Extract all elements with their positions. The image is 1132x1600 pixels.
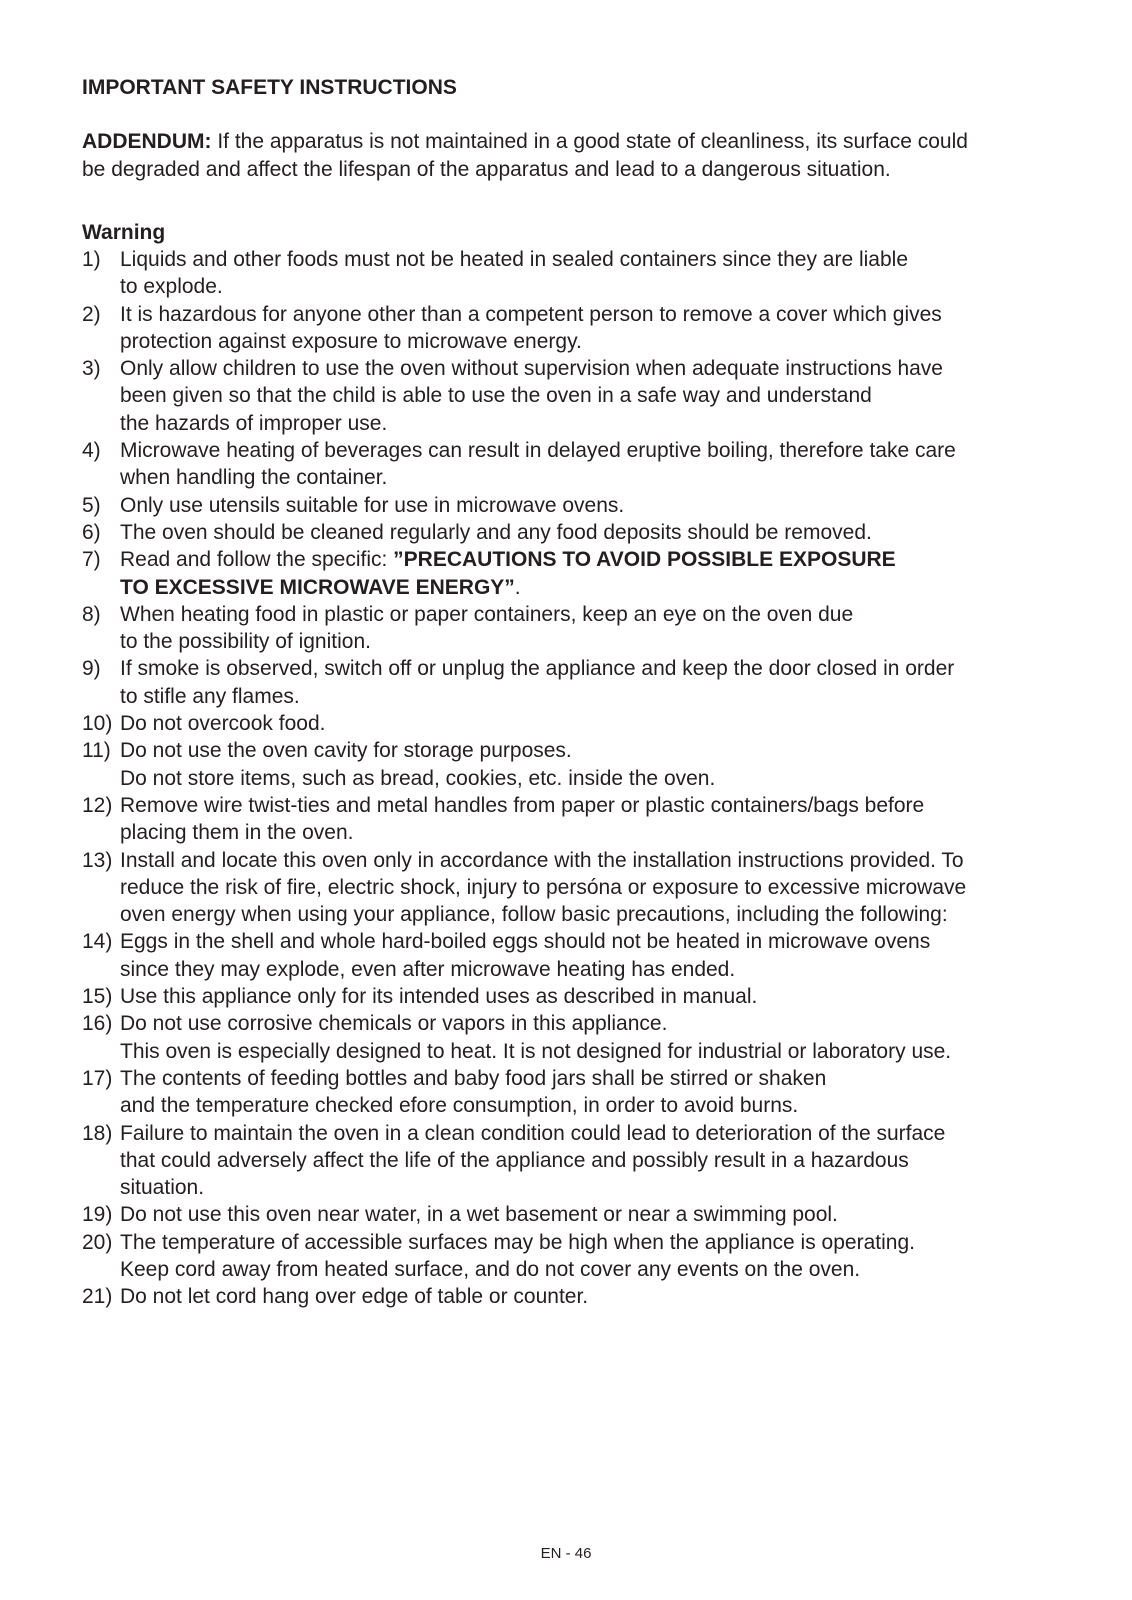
list-item-text: [120, 847, 1082, 929]
list-item: [82, 519, 1082, 546]
page-number: EN - 46: [540, 1545, 592, 1562]
list-item-line: Microwave heating of beverages can result in delayed eruptive boiling, therefore take care: [120, 439, 956, 463]
list-item-number: 16): [82, 1012, 113, 1036]
list-item-number: 5): [82, 493, 101, 517]
list-item-text: [120, 492, 1082, 519]
list-item-number: 7): [82, 548, 101, 572]
list-item: [82, 437, 1082, 492]
list-item-lead-text: Read and follow the specific:: [120, 548, 394, 572]
list-item-text: [120, 983, 1082, 1010]
list-item: [82, 355, 1082, 437]
list-item-text: [120, 1229, 1082, 1284]
addendum-paragraph: [82, 128, 1082, 183]
list-item-text: [120, 1201, 1082, 1228]
list-item-text: [120, 246, 1082, 301]
list-item-text: [120, 737, 1082, 792]
list-item-text: [120, 710, 1082, 737]
list-item-line: been given so that the child is able to use the oven in a safe way and understand: [120, 384, 872, 408]
list-item-line: Liquids and other foods must not be heated in sealed containers since they are liable: [120, 248, 909, 271]
list-item-text: [120, 1120, 1082, 1202]
list-item-text: [120, 928, 1082, 983]
list-item-number: 14): [82, 930, 113, 954]
list-item-line: Only use utensils suitable for use in microwave ovens.: [120, 493, 625, 517]
list-item-line: [120, 574, 1082, 601]
list-item-line: oven energy when using your appliance, follow basic precautions, including the following:: [120, 903, 948, 927]
list-item-line: It is hazardous for anyone other than a competent person to remove a cover which gives: [120, 302, 942, 326]
warning-list: [82, 246, 1082, 1311]
list-item-number: 9): [82, 657, 101, 681]
list-item-text: [120, 655, 1082, 710]
list-item-text: [120, 546, 1082, 601]
list-item: [82, 710, 1082, 737]
document-page: [82, 74, 1082, 1311]
list-item-line: the hazards of improper use.: [120, 411, 388, 435]
list-item-line: When heating food in plastic or paper containers, keep an eye on the oven due: [120, 602, 854, 626]
list-item-line: when handling the container.: [120, 466, 388, 490]
list-item-number: 8): [82, 602, 101, 626]
list-item: [82, 983, 1082, 1010]
list-item-text: [120, 601, 1082, 656]
list-item: [82, 301, 1082, 356]
addendum-label: ADDENDUM:: [82, 130, 212, 153]
list-item-line: Only allow children to use the oven without supervision when adequate instructions have: [120, 357, 943, 381]
list-item-line: Failure to maintain the oven in a clean condition could lead to deterioration of the surface: [120, 1121, 946, 1145]
addendum-text-2: be degraded and affect the lifespan of the apparatus and lead to a dangerous situation.: [82, 157, 891, 181]
list-item-line: and the temperature checked efore consumption, in order to avoid burns.: [120, 1094, 799, 1118]
list-item-line: situation.: [120, 1176, 205, 1200]
list-item-line: The temperature of accessible surfaces may be high when the appliance is operating.: [120, 1230, 915, 1254]
page-title: IMPORTANT SAFETY INSTRUCTIONS: [82, 76, 457, 99]
list-item-number: 17): [82, 1066, 113, 1090]
list-item-number: 4): [82, 439, 101, 463]
list-item-number: 1): [82, 248, 101, 271]
list-item: [82, 847, 1082, 929]
list-item-text: [120, 1065, 1082, 1120]
warning-heading: Warning: [82, 221, 166, 244]
list-item-line: Eggs in the shell and whole hard-boiled eggs should not be heated in microwave ovens: [120, 930, 931, 954]
list-item-number: 21): [82, 1285, 113, 1309]
list-item-line: Do not use corrosive chemicals or vapors in this appliance.: [120, 1012, 668, 1036]
list-item: [82, 1283, 1082, 1310]
list-item-line: that could adversely affect the life of the appliance and possibly result in a hazardous: [120, 1148, 909, 1172]
list-item-line: The oven should be cleaned regularly and any food deposits should be removed.: [120, 520, 872, 544]
list-item-text: [120, 1283, 1082, 1310]
addendum-text-1: If the apparatus is not maintained in a good state of cleanliness, its surface could: [211, 130, 968, 153]
list-item-line: Remove wire twist-ties and metal handles from paper or plastic containers/bags before: [120, 793, 925, 817]
list-item-line: Do not use the oven cavity for storage purposes.: [120, 739, 572, 763]
list-item-line: Keep cord away from heated surface, and do not cover any events on the oven.: [120, 1257, 861, 1281]
precautions-reference: ”PRECAUTIONS TO AVOID POSSIBLE EXPOSURE: [393, 548, 896, 572]
list-item-line: reduce the risk of fire, electric shock, injury to persóna or exposure to excessive microwave: [120, 875, 967, 899]
list-item-line: If smoke is observed, switch off or unplug the appliance and keep the door closed in order: [120, 657, 955, 681]
list-item-number: 10): [82, 712, 113, 736]
list-item-text: [120, 519, 1082, 546]
list-item-number: 6): [82, 520, 101, 544]
list-item-line: [120, 546, 1082, 573]
list-item-line: to the possibility of ignition.: [120, 630, 371, 654]
list-item: [82, 1201, 1082, 1228]
list-item-line: Do not let cord hang over edge of table or counter.: [120, 1285, 589, 1309]
list-item: [82, 546, 1082, 601]
list-item: [82, 792, 1082, 847]
list-item-text: [120, 355, 1082, 437]
list-item: [82, 1120, 1082, 1202]
list-item-text: [120, 301, 1082, 356]
list-item-number: 20): [82, 1230, 113, 1254]
precautions-reference-continued: TO EXCESSIVE MICROWAVE ENERGY”: [120, 575, 515, 599]
list-item: [82, 1065, 1082, 1120]
list-item-number: 2): [82, 302, 101, 326]
list-item: [82, 246, 1082, 301]
list-item-number: 18): [82, 1121, 113, 1145]
list-item-number: 13): [82, 848, 113, 872]
list-item-line: Do not use this oven near water, in a wet basement or near a swimming pool.: [120, 1203, 838, 1227]
list-item-line: to explode.: [120, 275, 223, 299]
list-item-text: [120, 792, 1082, 847]
list-item-text: [120, 437, 1082, 492]
list-item-line: placing them in the oven.: [120, 821, 354, 845]
list-item-line: protection against exposure to microwave energy.: [120, 329, 582, 353]
list-item-line: The contents of feeding bottles and baby food jars shall be stirred or shaken: [120, 1066, 827, 1090]
list-item: [82, 928, 1082, 983]
list-item-line: to stifle any flames.: [120, 684, 300, 708]
list-item-line: Use this appliance only for its intended uses as described in manual.: [120, 985, 758, 1009]
list-item-text: [120, 1010, 1082, 1065]
list-item: [82, 655, 1082, 710]
list-item-line: This oven is especially designed to heat. It is not designed for industrial or laboratory use.: [120, 1039, 952, 1063]
list-item-tail: .: [514, 575, 521, 599]
list-item-number: 3): [82, 357, 101, 381]
list-item-line: Do not store items, such as bread, cookies, etc. inside the oven.: [120, 766, 716, 790]
list-item: [82, 1010, 1082, 1065]
list-item: [82, 737, 1082, 792]
list-item-number: 19): [82, 1203, 113, 1227]
list-item-number: 15): [82, 985, 113, 1009]
list-item-number: 12): [82, 793, 113, 817]
list-item-line: since they may explode, even after microwave heating has ended.: [120, 957, 736, 981]
list-item: [82, 601, 1082, 656]
list-item-number: 11): [82, 739, 111, 763]
list-item: [82, 1229, 1082, 1284]
addendum-line-1: [82, 128, 1082, 156]
list-item-line: Install and locate this oven only in accordance with the installation instructions provided. To: [120, 848, 964, 872]
list-item: [82, 492, 1082, 519]
list-item-line: Do not overcook food.: [120, 712, 326, 736]
